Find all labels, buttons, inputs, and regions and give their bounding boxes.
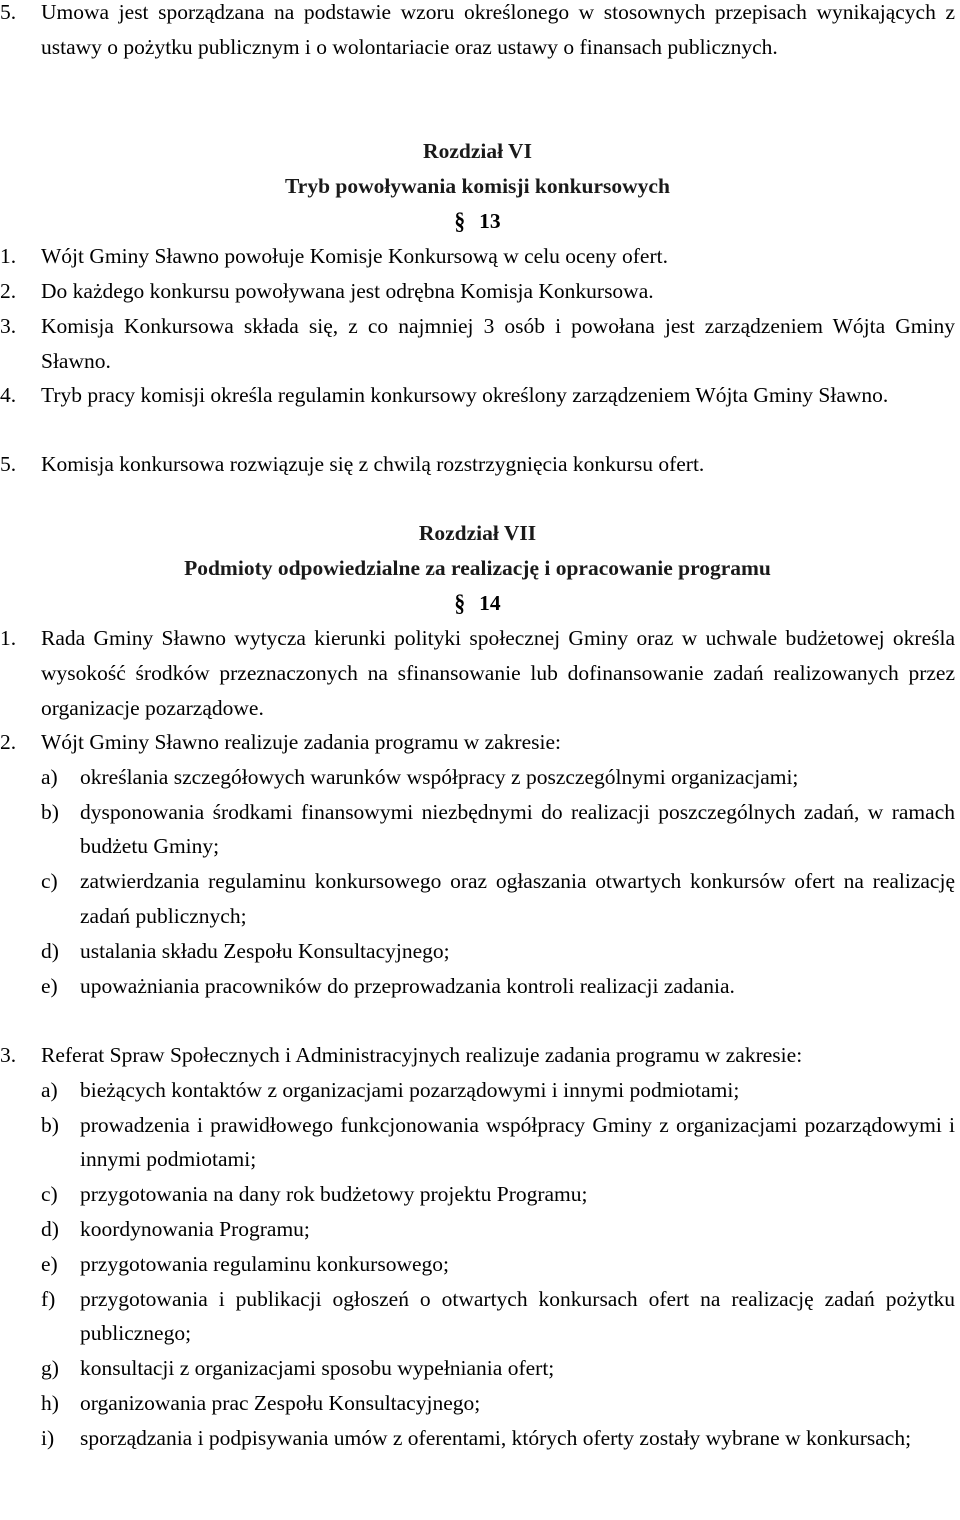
chapter-title: Rozdział VII — [418, 521, 537, 545]
sub-item — [0, 864, 955, 934]
sub-item-letter: b) — [41, 799, 59, 824]
sub-item-text: konsultacji z organizacjami sposobu wypełniania ofert; — [80, 1356, 555, 1381]
paragraph-sign-icon: § — [454, 207, 466, 235]
item-number: 1. — [0, 626, 17, 650]
sub-item — [0, 1073, 955, 1108]
sub-item-text: przygotowania regulaminu konkursowego; — [80, 1251, 449, 1276]
item-number: 2. — [0, 279, 17, 303]
item-number: 5. — [0, 452, 17, 476]
item-text: Umowa jest sporządzana na podstawie wzoru określonego w stosownych przepisach wynikających z ustawy o pożytku publicznym i o wolontariacie oraz ustawy o finansach publicznych. — [41, 0, 955, 59]
sub-item — [0, 1282, 955, 1352]
sub-item-letter: h) — [41, 1390, 59, 1415]
sub-item-text: organizowania prac Zespołu Konsultacyjnego; — [80, 1390, 481, 1415]
item-text: Komisja Konkursowa składa się, z co najmniej 3 osób i powołana jest zarządzeniem Wójta Gminy Sławno. — [41, 314, 955, 373]
sub-item — [0, 1212, 955, 1247]
item-number: 4. — [0, 383, 17, 407]
sub-item — [0, 969, 955, 1004]
sub-item-text: koordynowania Programu; — [80, 1216, 310, 1241]
list-item — [0, 447, 955, 482]
sub-item-letter: d) — [41, 1216, 59, 1241]
sub-item-letter: b) — [41, 1112, 59, 1137]
sub-item — [0, 1351, 955, 1386]
item-number: 3. — [0, 1043, 17, 1067]
sub-item — [0, 1386, 955, 1421]
sub-item-letter: c) — [41, 1182, 58, 1207]
item-text: Rada Gminy Sławno wytycza kierunki polityki społecznej Gminy oraz w uchwale budżetowej określa wysokość środków przeznaczonych na sfinansowanie lub dofinansowanie zadań realizowanych przez organizacje pozarządowe. — [41, 626, 955, 720]
section-number: 14 — [479, 591, 501, 615]
sub-item-text: przygotowania na dany rok budżetowy projektu Programu; — [80, 1182, 588, 1207]
sub-item — [0, 1177, 955, 1212]
list-item — [0, 309, 955, 379]
item-text: Tryb pracy komisji określa regulamin konkursowy określony zarządzeniem Wójta Gminy Sławno. — [41, 383, 889, 407]
sub-item-text: prowadzenia i prawidłowego funkcjonowania współpracy Gminy z organizacjami pozarządowymi i innymi podmiotami; — [80, 1112, 955, 1172]
item-number: 2. — [0, 730, 17, 754]
item-number: 5. — [0, 0, 17, 24]
item-text: Referat Spraw Społecznych i Administracyjnych realizuje zadania programu w zakresie: — [41, 1043, 803, 1067]
sub-item — [0, 1421, 955, 1456]
list-item — [0, 239, 955, 274]
sub-item-text: sporządzania i podpisywania umów z oferentami, których oferty zostały wybrane w konkursach; — [80, 1425, 912, 1450]
list-item — [0, 274, 955, 309]
section-heading — [0, 204, 955, 239]
sub-item-text: określania szczegółowych warunków współpracy z poszczególnymi organizacjami; — [80, 764, 799, 789]
list-item — [0, 0, 955, 65]
item-text: Wójt Gminy Sławno realizuje zadania programu w zakresie: — [41, 730, 561, 754]
sub-item — [0, 760, 955, 795]
sub-item — [0, 795, 955, 865]
sub-item-text: przygotowania i publikacji ogłoszeń o otwartych konkursach ofert na realizację zadań pożytku publicznego; — [80, 1286, 955, 1346]
sub-item-letter: d) — [41, 938, 59, 963]
item-text: Komisja konkursowa rozwiązuje się z chwilą rozstrzygnięcia konkursu ofert. — [41, 452, 705, 476]
item-text: Wójt Gminy Sławno powołuje Komisje Konkursową w celu oceny ofert. — [41, 244, 668, 268]
chapter-title: Rozdział VI — [423, 139, 532, 163]
sub-item — [0, 934, 955, 969]
item-text: Do każdego konkursu powoływana jest odrębna Komisja Konkursowa. — [41, 279, 654, 303]
sub-item-text: bieżących kontaktów z organizacjami pozarządowymi i innymi podmiotami; — [80, 1077, 740, 1102]
sub-item — [0, 1108, 955, 1178]
sub-item-letter: a) — [41, 1077, 58, 1102]
sub-item-letter: i) — [41, 1425, 55, 1450]
sub-item-text: upoważniania pracowników do przeprowadzania kontroli realizacji zadania. — [80, 973, 735, 998]
chapter-subtitle: Podmioty odpowiedzialne za realizację i opracowanie programu — [184, 556, 771, 580]
sub-item-letter: a) — [41, 764, 58, 789]
sub-item-letter: e) — [41, 1251, 58, 1276]
section-heading — [0, 586, 955, 621]
chapter-subtitle: Tryb powoływania komisji konkursowych — [285, 174, 670, 198]
item-number: 3. — [0, 314, 17, 338]
section-number: 13 — [479, 209, 501, 233]
sub-item-text: zatwierdzania regulaminu konkursowego oraz ogłaszania otwartych konkursów ofert na realizację zadań publicznych; — [80, 869, 955, 928]
list-item — [0, 725, 955, 1003]
sub-item-text: dysponowania środkami finansowymi niezbędnymi do realizacji poszczególnych zadań, w ramach budżetu Gminy; — [80, 799, 955, 859]
sub-item — [0, 1247, 955, 1282]
sub-item-letter: e) — [41, 973, 58, 998]
sub-item-letter: f) — [41, 1286, 56, 1311]
paragraph-sign-icon: § — [454, 589, 466, 617]
list-item — [0, 621, 955, 725]
sub-item-letter: g) — [41, 1356, 59, 1381]
list-item — [0, 378, 955, 413]
item-number: 1. — [0, 244, 17, 268]
list-item — [0, 1038, 955, 1456]
sub-item-letter: c) — [41, 869, 58, 894]
sub-item-text: ustalania składu Zespołu Konsultacyjnego; — [80, 938, 450, 963]
